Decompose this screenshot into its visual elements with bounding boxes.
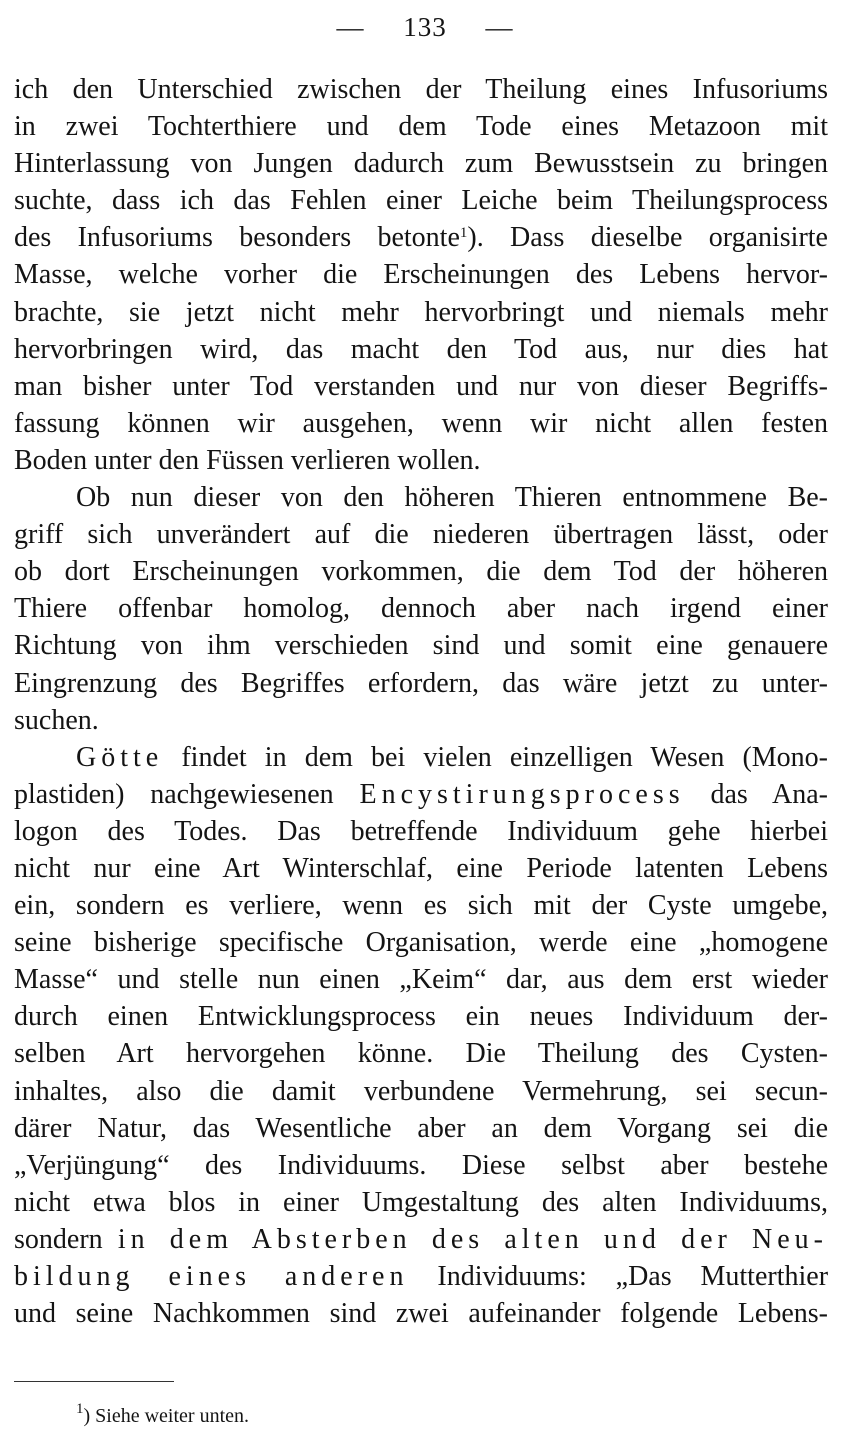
text-fragment: sondern: [14, 1223, 103, 1255]
text-line: ich den Unterschied zwischen der Theilung eines Infusoriums: [14, 74, 828, 105]
spaced-phrase: bildung eines anderen: [14, 1261, 409, 1292]
text-fragment: findet in dem bei vielen einzelligen Wesen (Mono-: [181, 741, 828, 773]
text-line: [14, 739, 828, 776]
text-line: ob dort Erscheinungen vorkommen, die dem Tod der höheren: [14, 556, 828, 588]
text-line: Boden unter den Füssen verlieren wollen.: [14, 444, 481, 476]
page-number-dash-left: —: [336, 12, 365, 42]
page-number-value: 133: [403, 12, 447, 42]
text-line: und seine Nachkommen sind zwei aufeinander folgende Lebens-: [14, 1298, 828, 1330]
text-line: griff sich unverändert auf die niederen übertragen lässt, oder: [14, 519, 828, 551]
text-fragment: ). Dass dieselbe organisirte: [467, 222, 828, 254]
text-line: seine bisherige specifische Organisation, werde eine „homogene: [14, 927, 828, 959]
page-number: [0, 12, 850, 43]
text-line: inhaltes, also die damit verbundene Vermehrung, sei secun-: [14, 1075, 828, 1107]
text-line: Ob nun dieser von den höheren Thieren entnommene Be-: [76, 482, 828, 514]
footnote-text: ) Siehe weiter unten.: [83, 1405, 249, 1427]
text-line: Hinterlassung von Jungen dadurch zum Bewusstsein zu bringen: [14, 148, 828, 180]
text-line: nicht etwa blos in einer Umgestaltung des alten Individuums,: [14, 1186, 828, 1218]
text-line: därer Natur, das Wesentliche aber an dem Vorgang sei die: [14, 1112, 828, 1144]
text-line: suchen.: [14, 704, 99, 736]
footnote-reference: 1: [459, 225, 468, 242]
page-number-dash-right: —: [485, 12, 514, 42]
text-line: brachte, sie jetzt nicht mehr hervorbringt und niemals mehr: [14, 296, 828, 328]
text-line: [14, 219, 828, 256]
text-fragment: Individuums: „Das Mutterthier: [437, 1261, 829, 1292]
text-fragment: plastiden) nachgewiesenen: [14, 778, 334, 810]
text-line: durch einen Entwicklungsprocess ein neues Individuum der-: [14, 1001, 828, 1033]
text-line: [14, 1221, 828, 1258]
author-name-goette: Götte: [76, 741, 164, 773]
text-fragment: des Infusoriums besonders betonte: [14, 222, 460, 254]
footnote-divider: [14, 1381, 174, 1382]
text-line: man bisher unter Tod verstanden und nur von dieser Begriffs-: [14, 370, 828, 402]
text-line: [14, 1258, 828, 1295]
text-line: Masse, welche vorher die Erscheinungen des Lebens hervor-: [14, 259, 828, 291]
text-line: Masse“ und stelle nun einen „Keim“ dar, aus dem erst wieder: [14, 964, 828, 996]
text-line: hervorbringen wird, das macht den Tod aus, nur dies hat: [14, 333, 828, 365]
body-text: [14, 71, 828, 1332]
text-line: Thiere offenbar homolog, dennoch aber nach irgend einer: [14, 593, 828, 625]
text-line: „Verjüngung“ des Individuums. Diese selbst aber bestehe: [14, 1149, 828, 1181]
text-line: nicht nur eine Art Winterschlaf, eine Periode latenten Lebens: [14, 852, 828, 884]
text-line: ein, sondern es verliere, wenn es sich mit der Cyste umgebe,: [14, 890, 828, 922]
footnote: [76, 1403, 249, 1429]
text-line: Eingrenzung des Begriffes erfordern, das wäre jetzt zu unter-: [14, 667, 828, 699]
text-line: selben Art hervorgehen könne. Die Theilung des Cysten-: [14, 1038, 828, 1070]
spaced-phrase: in dem Absterben des alten und der Neu-: [117, 1223, 828, 1255]
text-line: fassung können wir ausgehen, wenn wir nicht allen festen: [14, 407, 828, 439]
text-line: logon des Todes. Das betreffende Individuum gehe hierbei: [14, 815, 828, 847]
footnote-marker: 1: [76, 1401, 84, 1417]
spaced-term-encystirungsprocess: Encystirungsprocess: [359, 778, 685, 810]
text-line: suchte, dass ich das Fehlen einer Leiche beim Theilungsprocess: [14, 185, 828, 217]
text-line: Richtung von ihm verschieden sind und somit eine genauere: [14, 630, 828, 662]
text-fragment: das Ana-: [710, 778, 828, 810]
text-line: [14, 776, 828, 813]
text-line: in zwei Tochterthiere und dem Tode eines Metazoon mit: [14, 111, 828, 143]
